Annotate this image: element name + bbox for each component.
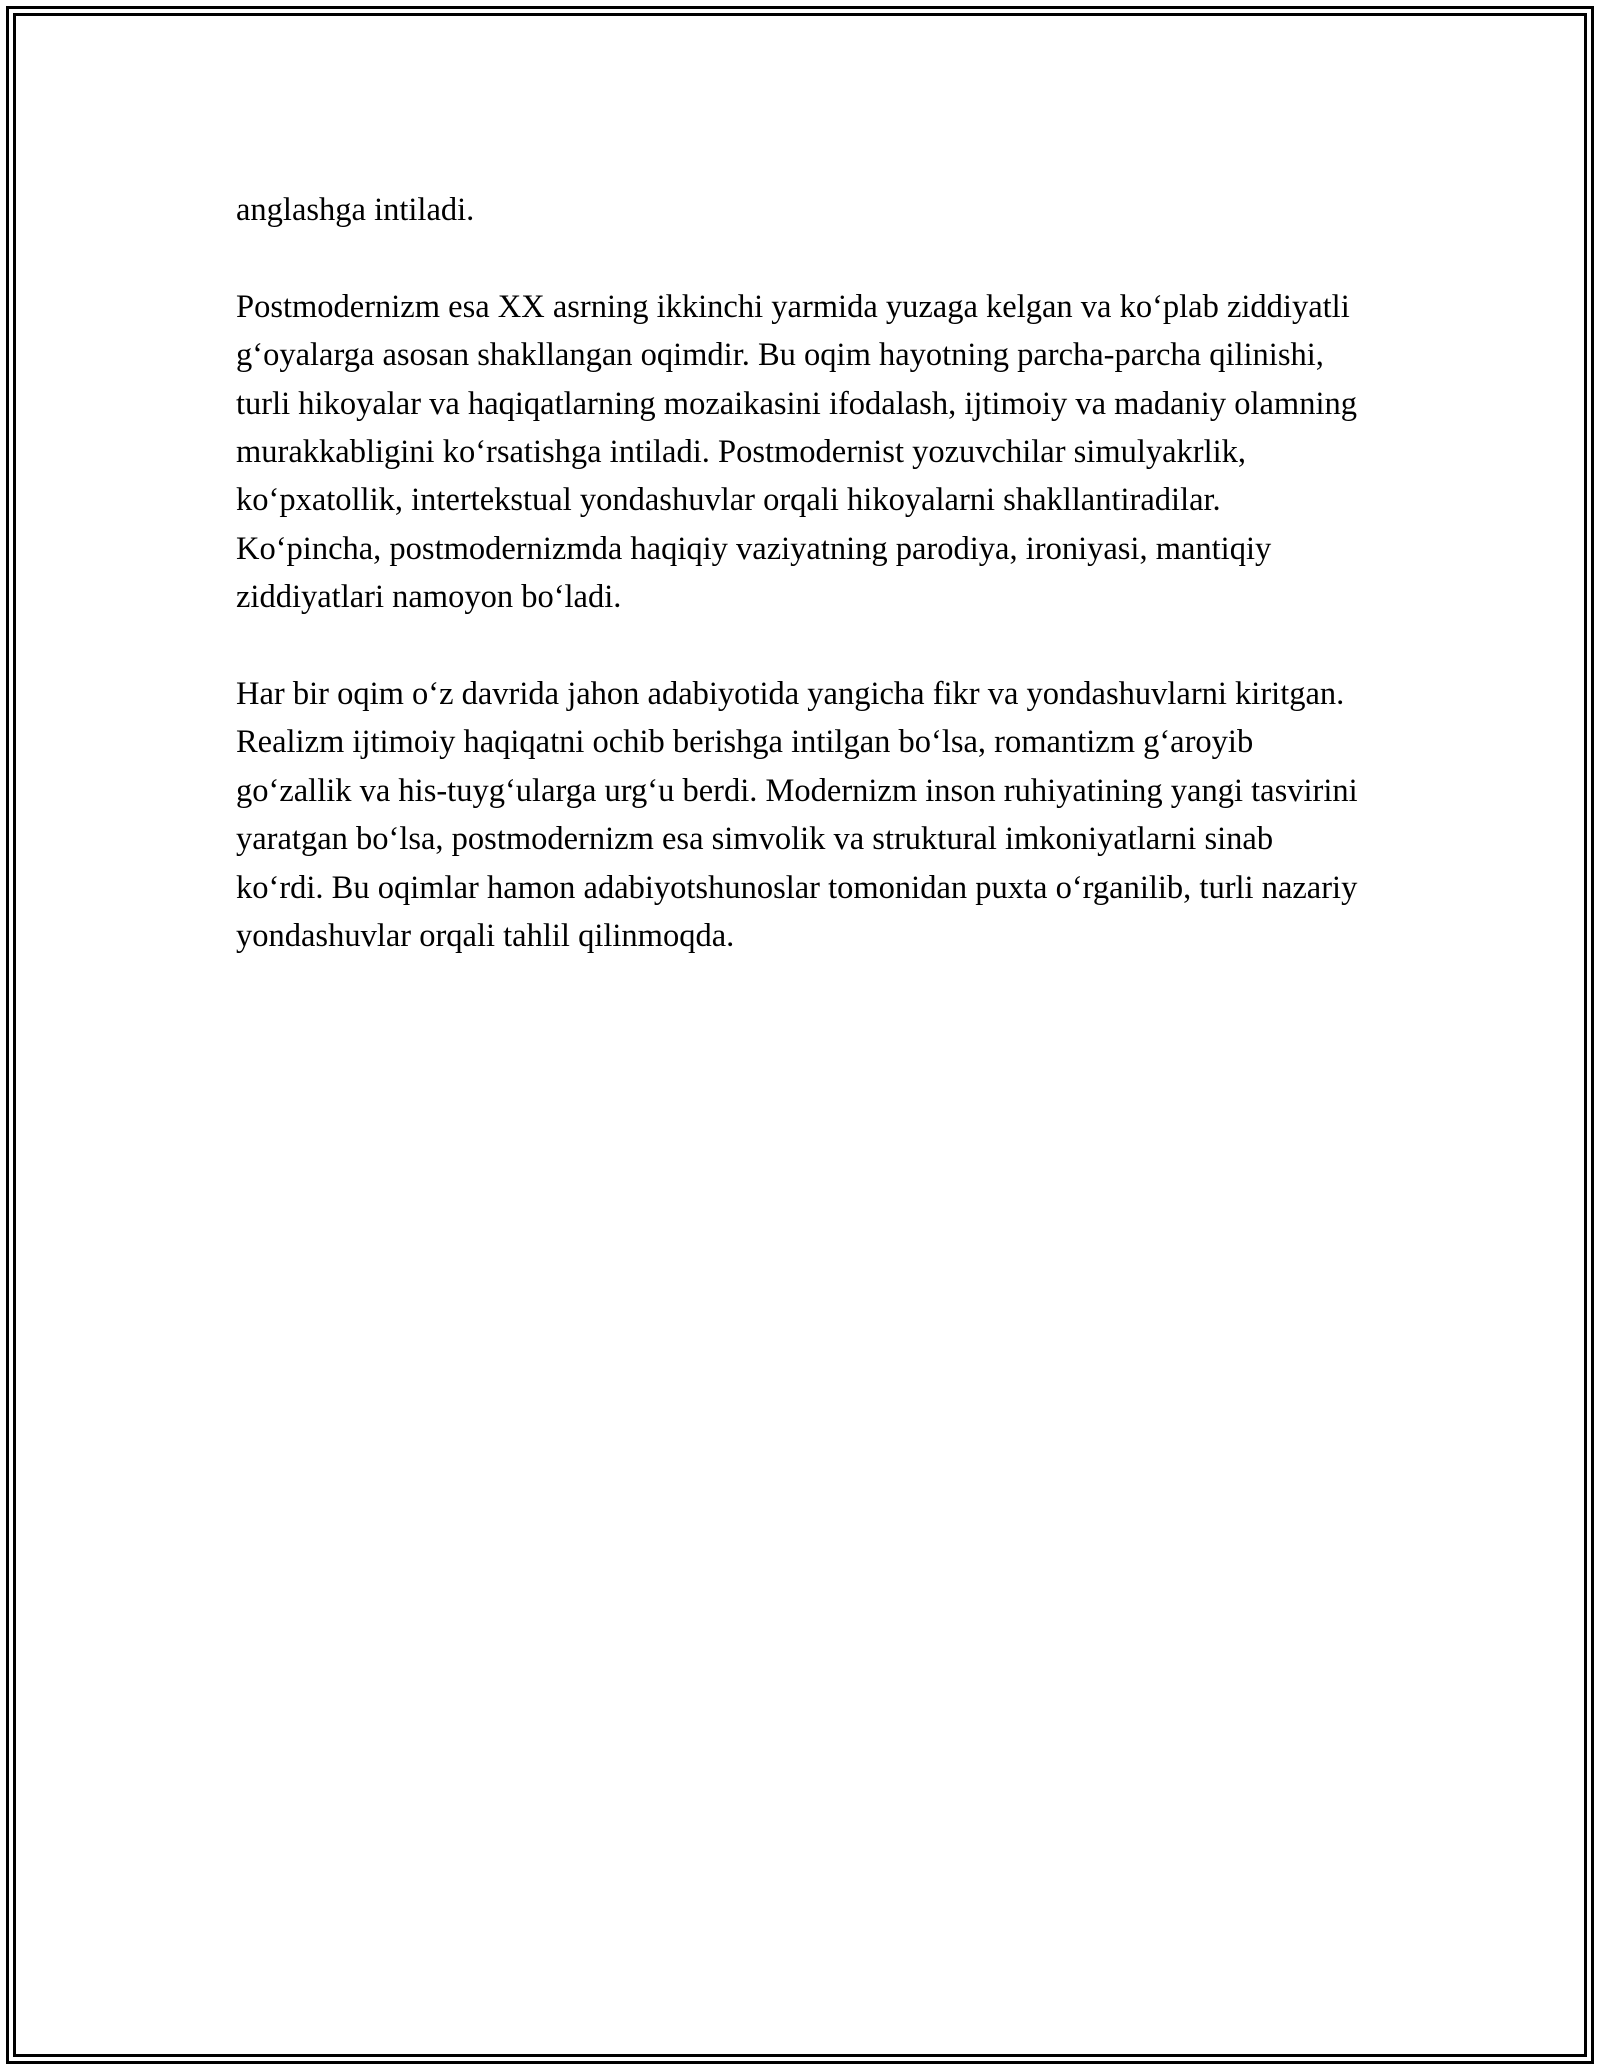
paragraph-continuation: anglashga intiladi. xyxy=(236,192,475,228)
paragraph-conclusion: Har bir oqim o‘z davrida jahon adabiyotida yangicha fikr va yondashuvlarni kiritgan. Realizm ijtimoiy haqiqatni ochib berishga intilgan bo‘lsa, romantizm g‘aroyib go‘zallik va his-tuyg‘ularga urg‘u berdi. Modernizm inson ruhiyatining yangi tasvirini yaratgan bo‘lsa, postmodernizm esa simvolik va struktural imkoniyatlarni sinab ko‘rdi. Bu oqimlar hamon adabiyotshunoslar tomonidan puxta o‘rganilib, turli nazariy yondashuvlar orqali tahlil qilinmoqda. xyxy=(236,676,1358,955)
paragraph-postmodernism: Postmodernizm esa XX asrning ikkinchi yarmida yuzaga kelgan va ko‘plab ziddiyatli g‘oyalarga asosan shakllangan oqimdir. Bu oqim hayotning parcha-parcha qilinishi, turli hikoyalar va haqiqatlarning mozaikasini ifodalash, ijtimoiy va madaniy olamning murakkabligini ko‘rsatishga intiladi. Postmodernist yozuvchilar simulyakrlik, ko‘pxatollik, intertekstual yondashuvlar orqali hikoyalarni shakllantiradilar. Ko‘pincha, postmodernizmda haqiqiy vaziyatning parodiya, ironiyasi, mantiqiy ziddiyatlari namoyon bo‘ladi. xyxy=(236,288,1357,616)
document-body xyxy=(236,186,1366,960)
